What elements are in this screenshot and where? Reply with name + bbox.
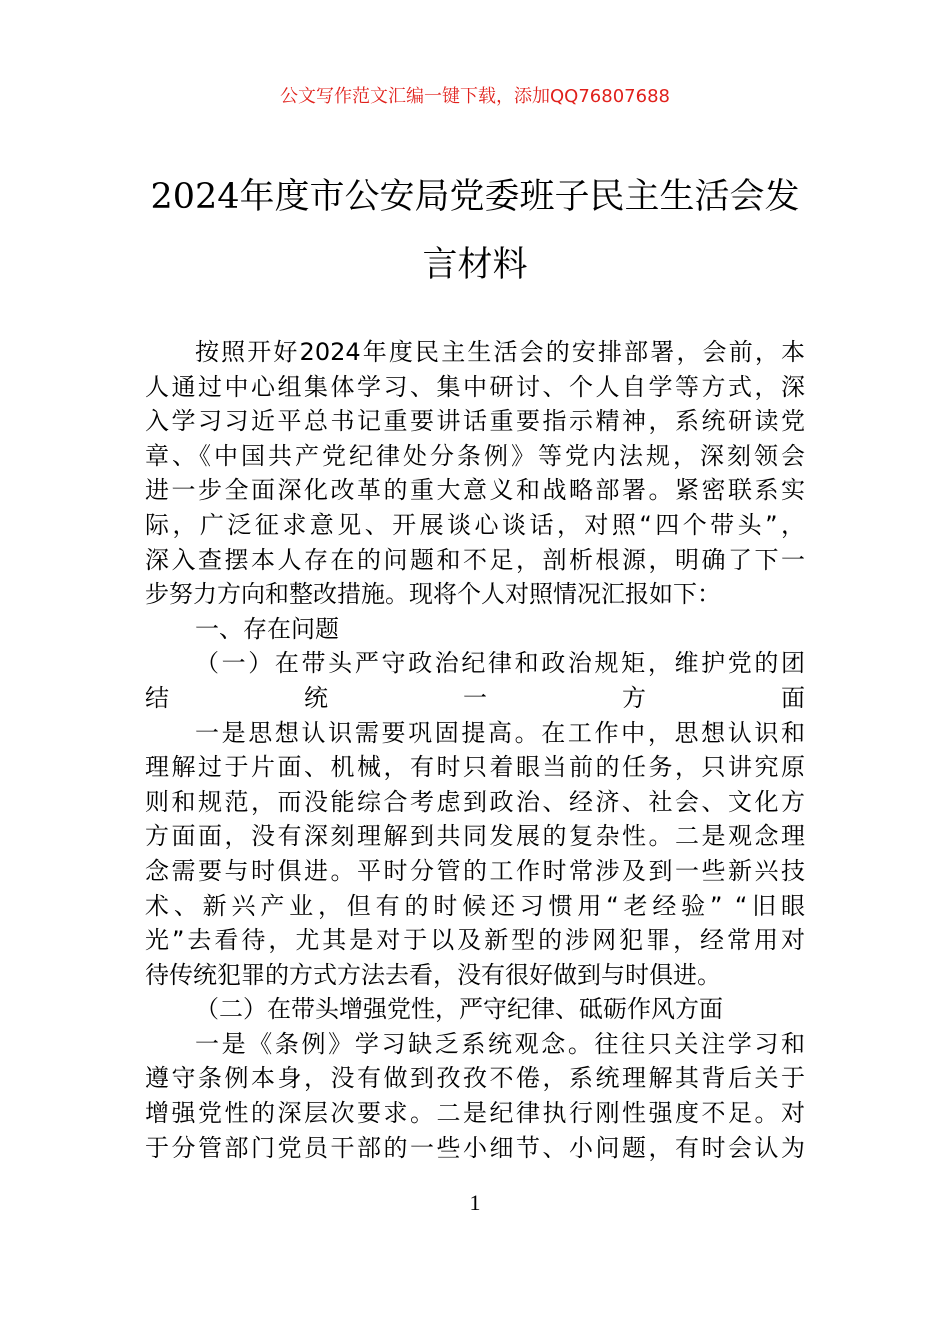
document-title-line-2: 言材料 bbox=[422, 245, 528, 285]
paragraph-line: 一是《条例》学习缺乏系统观念。往往只关注学习和 bbox=[195, 1029, 805, 1058]
paragraph-line: 一是思想认识需要巩固提高。在工作中，思想认识和 bbox=[195, 718, 805, 747]
paragraph bbox=[145, 612, 805, 647]
paragraph-line: 遵守条例本身，没有做到孜孜不倦，系统理解其背后关于 bbox=[145, 1064, 805, 1093]
paragraph-line: 于分管部门党员干部的一些小细节、小问题，有时会认为 bbox=[145, 1133, 805, 1162]
paragraph-line: 则和规范，而没能综合考虑到政治、经济、社会、文化方 bbox=[145, 787, 805, 816]
paragraph-line: 结统一方面 bbox=[145, 683, 805, 712]
paragraph-line: 增强党性的深层次要求。二是纪律执行刚性强度不足。对 bbox=[145, 1099, 805, 1128]
paragraph-line: 一、存在问题 bbox=[195, 614, 339, 643]
promo-header: 公文写作范文汇编一键下载，添加QQ76807688 bbox=[280, 86, 670, 107]
paragraph-line: 理解过于片面、机械，有时只着眼当前的任务，只讲究原 bbox=[145, 753, 805, 782]
paragraph-line: 念需要与时俱进。平时分管的工作时常涉及到一些新兴技 bbox=[145, 856, 805, 885]
paragraph-line: 光”去看待，尤其是对于以及新型的涉网犯罪，经常用对 bbox=[145, 926, 805, 955]
paragraph-line: 人通过中心组集体学习、集中研讨、个人自学等方式，深 bbox=[145, 372, 805, 401]
paragraph-line: （二）在带头增强党性，严守纪律、砥砺作风方面 bbox=[195, 995, 723, 1024]
paragraph-line: 步努力方向和整改措施。现将个人对照情况汇报如下： bbox=[145, 580, 721, 609]
paragraph bbox=[145, 1027, 805, 1165]
page-number: 1 bbox=[469, 1190, 481, 1215]
paragraph bbox=[145, 335, 805, 612]
paragraph-line: 术、新兴产业，但有的时候还习惯用“老经验” “旧眼 bbox=[145, 891, 805, 920]
paragraph bbox=[145, 646, 805, 715]
paragraph-line: 际，广泛征求意见、开展谈心谈话，对照“四个带头”， bbox=[145, 510, 805, 539]
paragraph-line: 进一步全面深化改革的重大意义和战略部署。紧密联系实 bbox=[145, 476, 805, 505]
paragraph-line: 方面面，没有深刻理解到共同发展的复杂性。二是观念理 bbox=[145, 822, 805, 851]
paragraph-line: 章、《中国共产党纪律处分条例》等党内法规，深刻领会 bbox=[145, 441, 805, 470]
document-body bbox=[145, 335, 805, 1165]
document-title-line-1: 2024年度市公安局党委班子民主生活会发 bbox=[150, 177, 800, 217]
paragraph bbox=[145, 992, 805, 1027]
paragraph bbox=[145, 716, 805, 993]
paragraph-line: （一）在带头严守政治纪律和政治规矩，维护党的团 bbox=[195, 649, 805, 678]
paragraph-line: 按照开好2024年度民主生活会的安排部署，会前，本 bbox=[195, 338, 805, 366]
paragraph-line: 深入查摆本人存在的问题和不足，剖析根源，明确了下一 bbox=[145, 545, 805, 574]
paragraph-line: 入学习习近平总书记重要讲话重要指示精神，系统研读党 bbox=[145, 407, 805, 436]
paragraph-line: 待传统犯罪的方式方法去看，没有很好做到与时俱进。 bbox=[145, 960, 721, 989]
